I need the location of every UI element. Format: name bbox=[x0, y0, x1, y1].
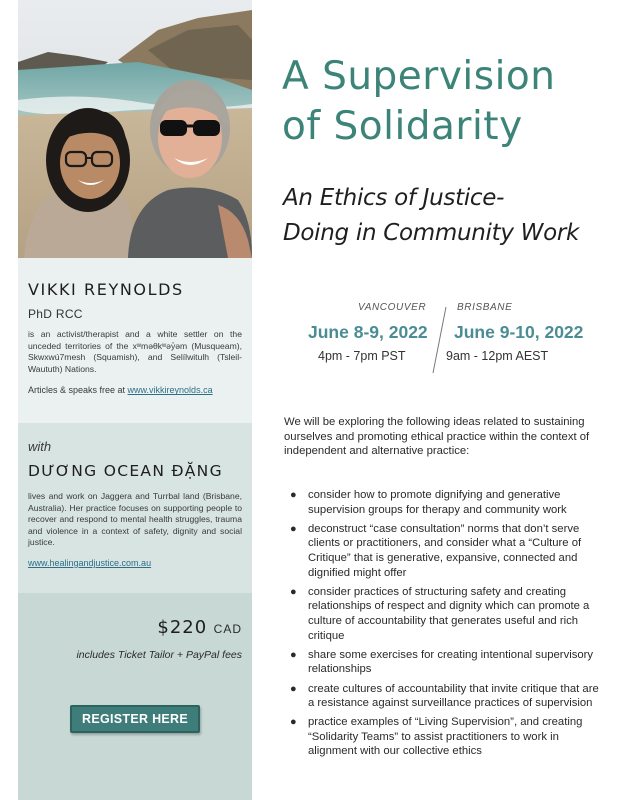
presenter2-name: DƯƠNG OCEAN ĐẶNG bbox=[28, 462, 223, 480]
left-column bbox=[18, 0, 252, 800]
bullet-icon: ● bbox=[290, 716, 297, 729]
bullet-icon: ● bbox=[290, 682, 297, 695]
session-divider bbox=[430, 305, 450, 375]
presenter1-articles bbox=[28, 385, 242, 395]
presenter2-bio: lives and work on Jaggera and Turrbal land (Brisbane, Australia). Her practice focuses on supporting people to recover and respond to mental health struggles, trauma and violence in a context of safety, dignity and social justice. bbox=[28, 491, 242, 548]
title-line-2: of Solidarity bbox=[282, 104, 523, 149]
page-subtitle bbox=[283, 181, 613, 251]
presenter2-website-link[interactable]: www.healingandjustice.com.au bbox=[28, 557, 152, 568]
presenters-photo bbox=[18, 0, 252, 258]
list-item bbox=[288, 585, 606, 643]
price bbox=[157, 617, 242, 638]
bullet-icon: ● bbox=[290, 648, 297, 661]
topic-text: deconstruct “case consultation” norms that don’t serve clients or practitioners, and consider what a “Culture of Critique” that is generative, expansive, connected and dignified might offer bbox=[308, 522, 582, 579]
pricing-panel bbox=[18, 593, 252, 800]
price-amount: $220 bbox=[157, 617, 208, 638]
bullet-icon: ● bbox=[290, 585, 297, 598]
with-label: with bbox=[28, 439, 52, 454]
title-line-1: A Supervision bbox=[282, 54, 556, 99]
topic-text: practice examples of “Living Supervision”, and creating “Solidarity Teams” to assist practitioners to work in alignment with our collective ethics bbox=[308, 716, 583, 758]
session-date-brisbane: June 9-10, 2022 bbox=[454, 322, 584, 342]
presenter1-panel bbox=[18, 258, 252, 423]
topic-text: share some exercises for creating intentional supervisory relationships bbox=[308, 648, 594, 676]
session-time-brisbane: 9am - 12pm AEST bbox=[446, 349, 549, 363]
topic-text: consider practices of structuring safety and creating relationships of respect and dignity which can promote a culture of accountability that generates useful and rich critique bbox=[308, 585, 590, 642]
session-city-brisbane: BRISBANE bbox=[457, 302, 513, 313]
price-note: includes Ticket Tailor + PayPal fees bbox=[76, 649, 242, 661]
price-currency: CAD bbox=[213, 622, 242, 636]
session-time-vancouver: 4pm - 7pm PST bbox=[318, 349, 406, 363]
presenter1-credentials: PhD RCC bbox=[28, 307, 83, 321]
presenter1-bio: is an activist/therapist and a white settler on the unceded territories of the xʷməθkʷəy̓əm (Musqueam), Skwxwú7mesh (Squamish), and Selílwitulh (Tsleil-Waututh) Nations. bbox=[28, 329, 242, 374]
topics-list bbox=[288, 488, 606, 764]
register-button[interactable]: REGISTER HERE bbox=[70, 705, 200, 733]
presenter1-website-link[interactable]: www.vikkireynolds.ca bbox=[127, 385, 213, 396]
list-item bbox=[288, 648, 606, 677]
bullet-icon: ● bbox=[290, 489, 297, 501]
bullet-icon: ● bbox=[290, 522, 297, 535]
list-item bbox=[288, 682, 606, 711]
topic-text: create cultures of accountability that invite critique that are a resistance against surveillance practices of supervision bbox=[308, 682, 599, 710]
list-item bbox=[288, 522, 606, 580]
page-title bbox=[282, 52, 602, 152]
session-city-vancouver: VANCOUVER bbox=[358, 302, 427, 313]
intro-text: We will be exploring the following ideas related to sustaining ourselves and promoting ethical practice within the context of independent and alternative practice: bbox=[284, 416, 590, 458]
list-item bbox=[288, 488, 606, 517]
presenter1-name: VIKKI REYNOLDS bbox=[28, 280, 184, 299]
session-date-vancouver: June 8-9, 2022 bbox=[308, 322, 428, 342]
list-item bbox=[288, 715, 606, 759]
presenter2-panel bbox=[18, 423, 252, 593]
topic-text: consider how to promote dignifying and generative supervision groups for therapy and community work bbox=[308, 489, 567, 516]
subtitle-line-2: Doing in Community Work bbox=[283, 220, 580, 246]
subtitle-line-1: An Ethics of Justice- bbox=[283, 185, 505, 211]
articles-prefix: Articles & speaks free at bbox=[28, 385, 128, 396]
